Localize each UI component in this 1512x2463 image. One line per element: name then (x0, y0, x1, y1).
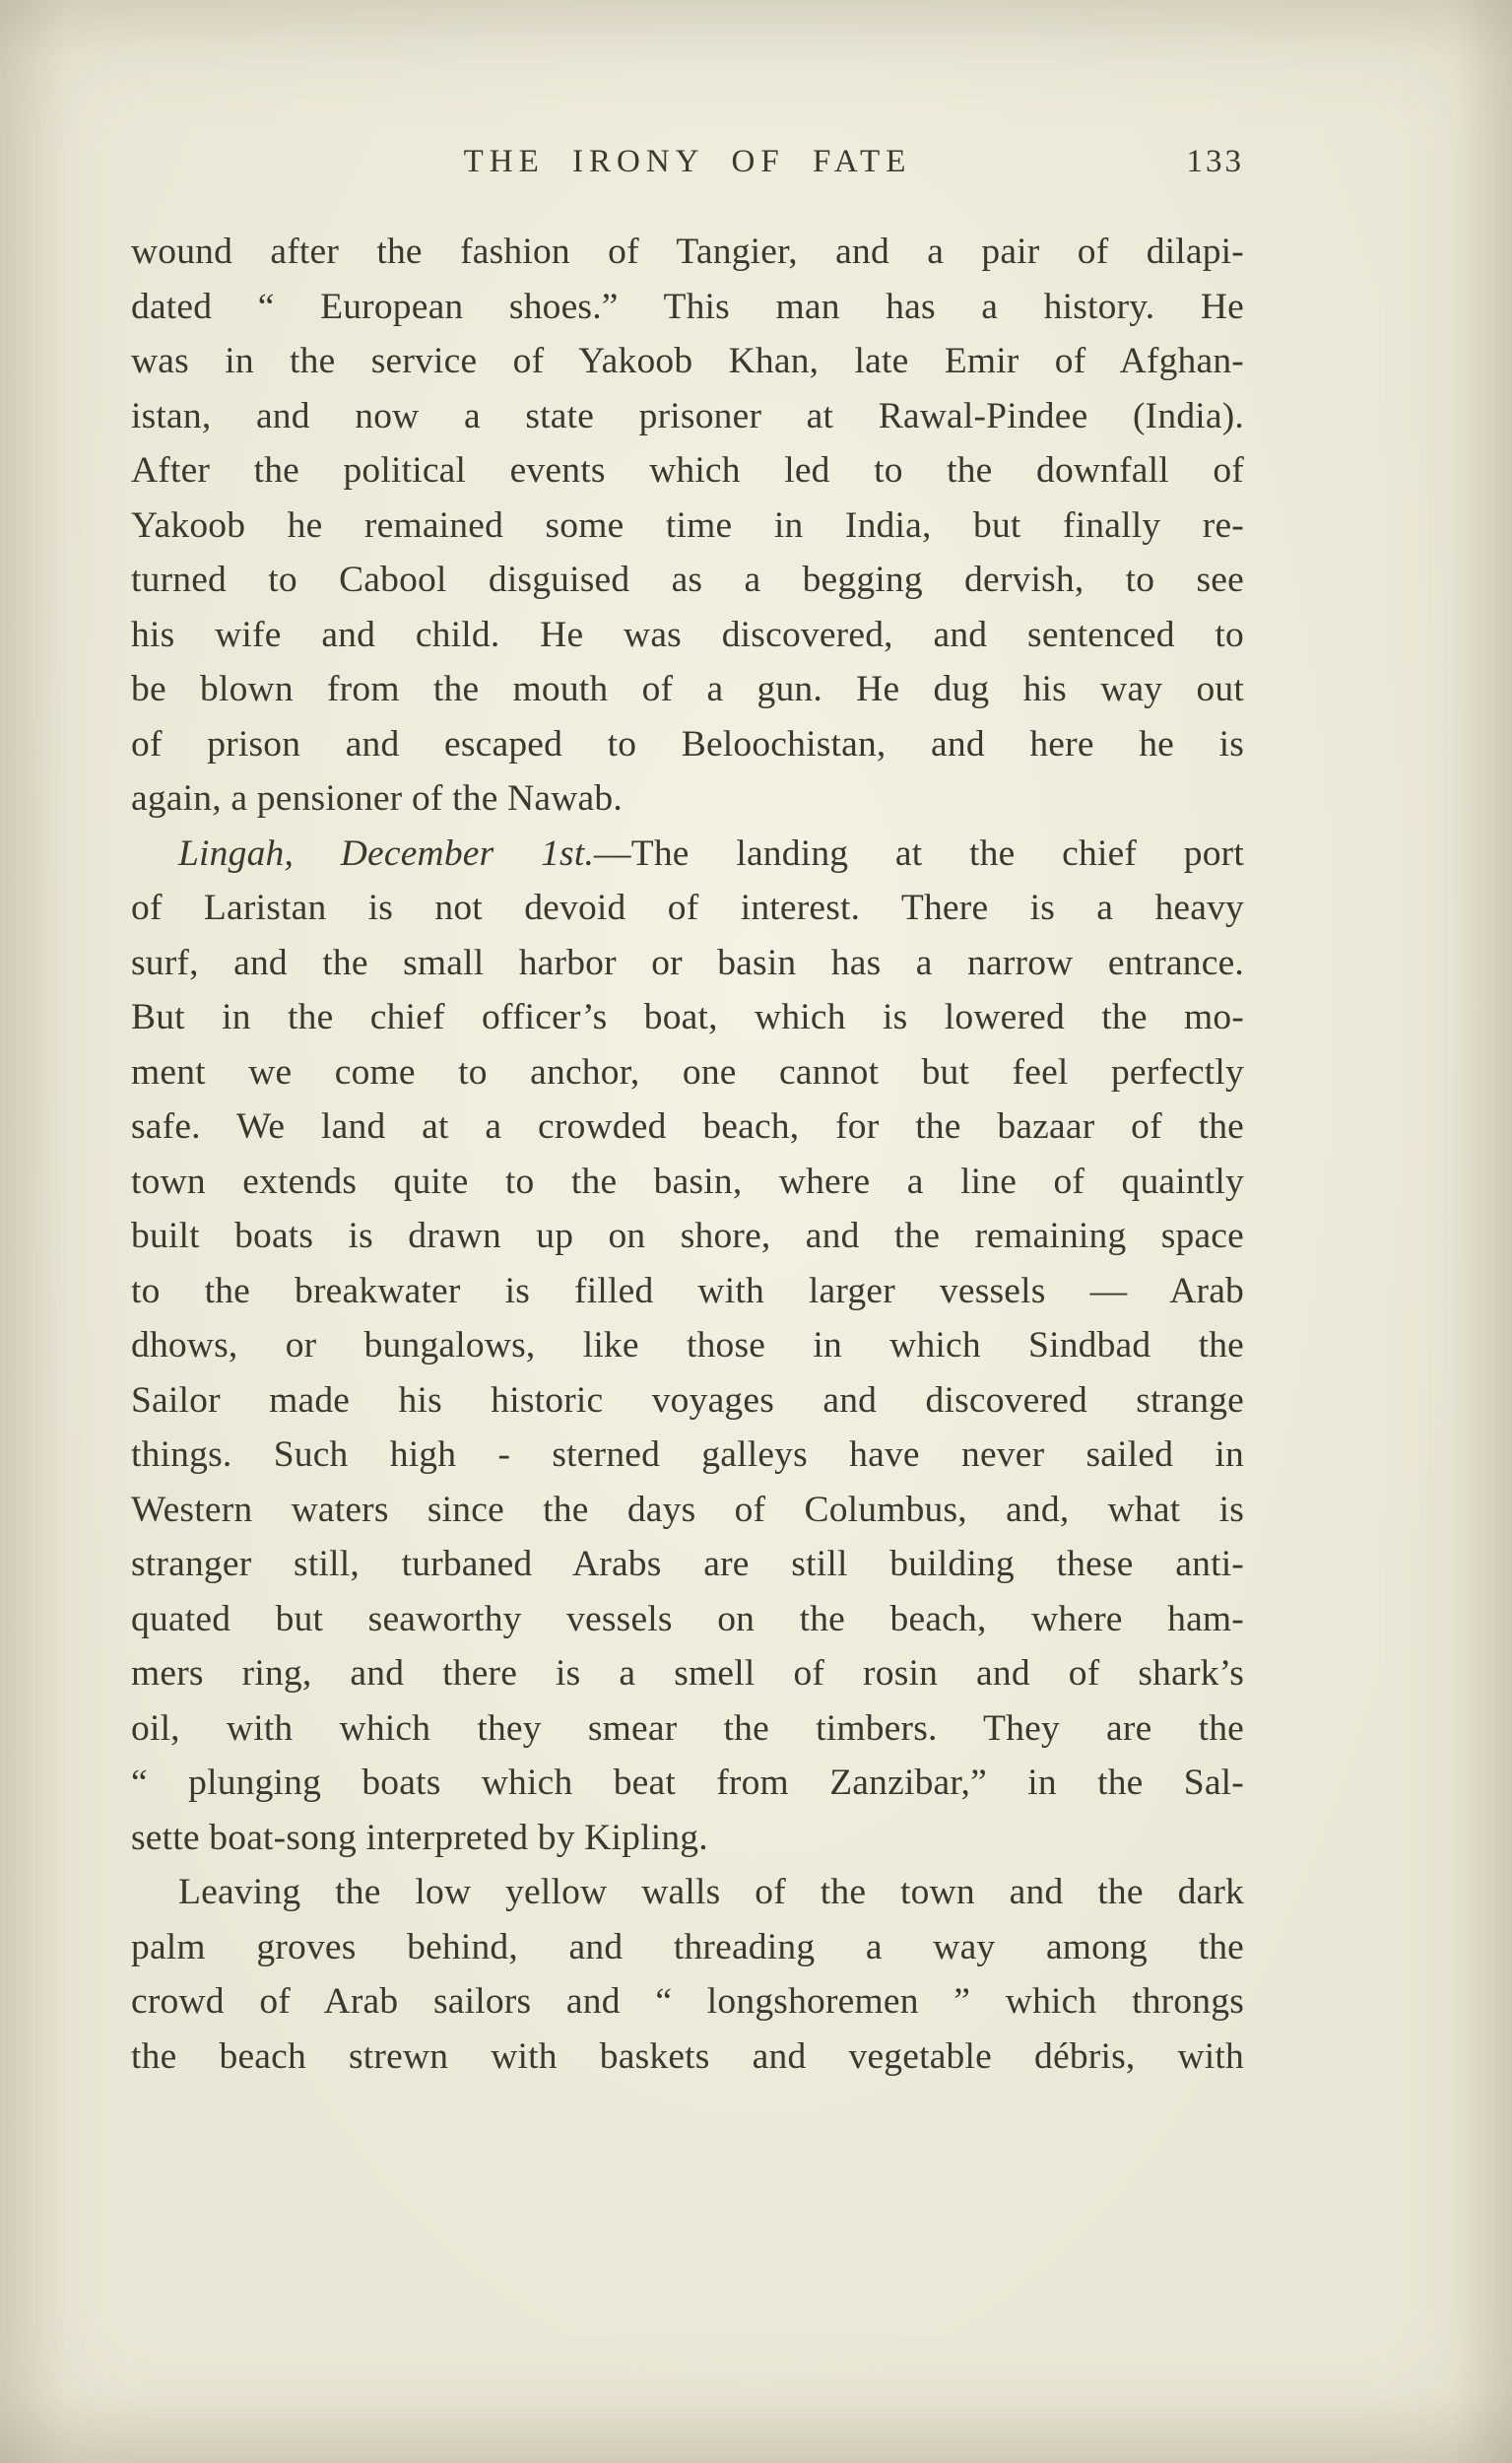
text-segment: —The landing at the chief port (594, 832, 1244, 874)
text-line: his wife and child. He was discovered, and sentenced to (131, 614, 1244, 655)
page-body (131, 225, 1244, 2084)
text-line: of Laristan is not devoid of interest. There is a heavy (131, 888, 1244, 928)
page-number: 133 (1186, 144, 1244, 179)
text-line: quated but seaworthy vessels on the beach, where ham- (131, 1598, 1244, 1639)
text-line: to the breakwater is filled with larger vessels — Arab (131, 1270, 1244, 1311)
text-line: wound after the fashion of Tangier, and a pair of dilapi- (131, 232, 1244, 272)
italic-text: Lingah, December 1st. (178, 832, 595, 874)
text-line: was in the service of Yakoob Khan, late Emir of Afghan- (131, 341, 1244, 381)
text-line: “ plunging boats which beat from Zanzibar,” in the Sal- (131, 1763, 1244, 1803)
text-line: Western waters since the days of Columbus, and, what is (131, 1489, 1244, 1530)
paragraph (131, 827, 1244, 1866)
paragraph (131, 225, 1244, 827)
text-line: crowd of Arab sailors and “ longshoremen ” which throngs (131, 1981, 1244, 2022)
text-line: ment we come to anchor, one cannot but feel perfectly (131, 1051, 1244, 1093)
page-header (131, 144, 1244, 180)
text-line: dhows, or bungalows, like those in which Sindbad the (131, 1325, 1244, 1365)
text-line (131, 827, 1244, 882)
text-line: mers ring, and there is a smell of rosin and of shark’s (131, 1653, 1244, 1694)
text-line: But in the chief officer’s boat, which is lowered the mo- (131, 997, 1244, 1037)
text-line: turned to Cabool disguised as a begging dervish, to see (131, 560, 1244, 600)
text-line: of prison and escaped to Beloochistan, and here he is (131, 723, 1244, 765)
running-title: THE IRONY OF FATE (463, 144, 912, 179)
text-line: again, a pensioner of the Nawab. (131, 778, 623, 819)
text-line: things. Such high - sterned galleys have never sailed in (131, 1434, 1244, 1475)
text-line: Leaving the low yellow walls of the town and the dark (178, 1872, 1244, 1912)
text-line: Sailor made his historic voyages and discovered strange (131, 1379, 1244, 1421)
paragraph (131, 1865, 1244, 2084)
text-line: sette boat-song interpreted by Kipling. (131, 1817, 708, 1858)
text-line: surf, and the small harbor or basin has a narrow entrance. (131, 942, 1244, 983)
text-line: built boats is drawn up on shore, and the remaining space (131, 1216, 1244, 1256)
text-line: After the political events which led to the downfall of (131, 450, 1244, 491)
text-line: oil, with which they smear the timbers. They are the (131, 1707, 1244, 1749)
text-line: stranger still, turbaned Arabs are still building these anti- (131, 1544, 1244, 1584)
text-line: town extends quite to the basin, where a line of quaintly (131, 1161, 1244, 1202)
text-line: palm groves behind, and threading a way among the (131, 1926, 1244, 1967)
text-line: dated “ European shoes.” This man has a history. He (131, 286, 1244, 327)
text-line: be blown from the mouth of a gun. He dug his way out (131, 669, 1244, 709)
text-line: istan, and now a state prisoner at Rawal-Pindee (India). (131, 395, 1244, 436)
text-line: Yakoob he remained some time in India, but finally re- (131, 504, 1244, 546)
text-line: the beach strewn with baskets and vegetable débris, with (131, 2035, 1244, 2077)
text-line: safe. We land at a crowded beach, for the bazaar of the (131, 1106, 1244, 1147)
